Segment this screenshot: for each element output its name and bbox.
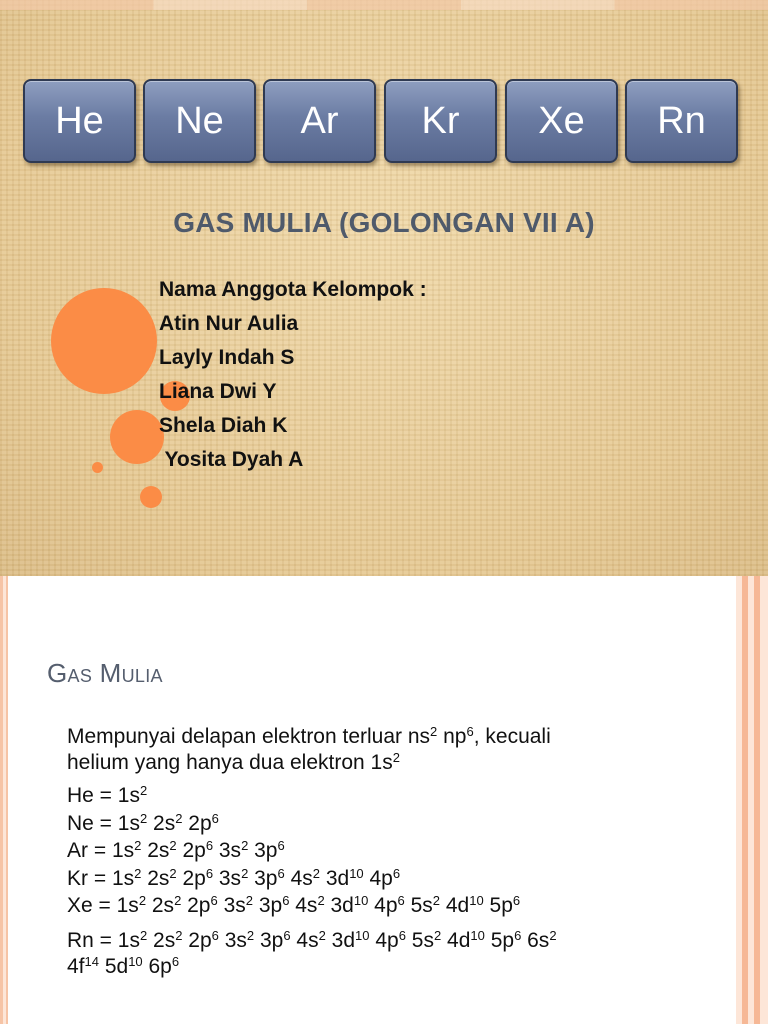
superscript: 6: [398, 927, 406, 943]
orbital: 1s: [117, 928, 140, 952]
superscript: 6: [514, 927, 522, 943]
superscript: 6: [205, 838, 214, 853]
orbital: 4f: [67, 954, 85, 978]
member-item: Yosita Dyah A: [159, 448, 304, 471]
superscript: 6: [466, 724, 474, 739]
superscript: 2: [430, 724, 438, 739]
superscript: 14: [84, 953, 99, 969]
member-heading: Nama Anggota Kelompok :: [159, 278, 427, 301]
config-label: Kr =: [67, 866, 112, 890]
orbital: 3s: [218, 928, 247, 952]
superscript: 2: [175, 810, 183, 826]
superscript: 6: [282, 893, 290, 908]
superscript: 2: [433, 927, 442, 943]
tile-he: He: [23, 79, 136, 163]
superscript: 10: [353, 893, 369, 908]
superscript: 10: [469, 893, 484, 908]
orbital: 2s: [147, 928, 176, 952]
orbital: 2p: [182, 928, 212, 952]
superscript: 6: [277, 838, 285, 853]
orbital: 1s: [116, 894, 139, 917]
config-label: Ar =: [67, 839, 112, 862]
decorative-stripe: [0, 0, 768, 10]
member-item: Shela Diah K: [159, 414, 288, 437]
superscript: 2: [432, 893, 441, 908]
config-line: [67, 810, 727, 838]
orbital: 3s: [213, 866, 242, 890]
superscript: 2: [241, 838, 249, 853]
superscript: 10: [355, 927, 370, 943]
superscript: 2: [139, 810, 148, 826]
orbital: 5s: [404, 894, 433, 917]
member-list: [159, 273, 427, 477]
member-item: Layly Indah S: [159, 346, 295, 369]
superscript: 6: [512, 893, 521, 908]
orange-circle-tiny: [92, 462, 103, 473]
config-label: Rn =: [67, 928, 118, 952]
intro-line-1: [67, 724, 727, 750]
orbital: 5s: [405, 928, 434, 952]
orbital: 5d: [98, 954, 129, 978]
orbital: 1s: [111, 866, 135, 890]
orbital: 3p: [248, 839, 278, 862]
orbital: 1s: [117, 784, 140, 807]
orbital: 3s: [213, 839, 242, 862]
config-line-rn: [67, 928, 727, 954]
superscript: 2: [169, 865, 177, 881]
superscript: 6: [205, 865, 214, 881]
tile-rn: Rn: [625, 79, 738, 163]
config-line: [67, 837, 727, 865]
left-decorative-stripe: [0, 576, 10, 1024]
intro-text: Mempunyai delapan elektron terluar ns: [67, 725, 431, 748]
superscript: 2: [138, 893, 147, 908]
body-text: [67, 724, 727, 980]
tile-xe: Xe: [505, 79, 618, 163]
superscript: 10: [470, 927, 485, 943]
superscript: 6: [211, 927, 219, 943]
orbital: 3d: [324, 894, 354, 917]
superscript: 2: [175, 927, 183, 943]
orbital: 4s: [289, 894, 318, 917]
config-label: Xe =: [67, 894, 117, 917]
orbital: 2p: [182, 811, 212, 835]
superscript: 6: [171, 953, 180, 969]
superscript: 2: [169, 838, 177, 853]
intro-text: np: [437, 725, 467, 748]
orbital: 4s: [284, 866, 313, 890]
orbital: 6s: [521, 928, 550, 952]
config-label: Ne =: [67, 811, 118, 835]
orbital: 2p: [176, 866, 206, 890]
orbital: 3p: [254, 928, 284, 952]
orbital: 3d: [325, 928, 356, 952]
superscript: 2: [318, 927, 326, 943]
member-item: Atin Nur Aulia: [159, 312, 299, 335]
superscript: 6: [210, 893, 218, 908]
orange-circle-medium: [110, 410, 164, 464]
orbital: 4s: [290, 928, 319, 952]
tile-kr: Kr: [384, 79, 497, 163]
right-decorative-stripe: [736, 576, 768, 1024]
orange-circle-large: [51, 288, 157, 394]
config-line-rn-continued: [67, 954, 727, 980]
tile-ar: Ar: [263, 79, 376, 163]
orbital: 6p: [142, 954, 172, 978]
member-item: Liana Dwi Y: [159, 380, 277, 403]
tile-ne: Ne: [143, 79, 256, 163]
slide-title: GAS MULIA (GOLONGAN VII A): [173, 207, 595, 238]
section-heading: Gas Mulia: [47, 658, 163, 688]
element-tiles: [23, 79, 739, 163]
superscript: 2: [312, 865, 320, 881]
orbital: 3p: [248, 866, 278, 890]
orbital: 4d: [441, 928, 471, 952]
orbital: 2s: [141, 839, 170, 862]
superscript: 10: [349, 865, 364, 881]
intro-line-2: [67, 750, 727, 776]
orbital: 4d: [440, 894, 470, 917]
superscript: 2: [241, 865, 249, 881]
superscript: 6: [277, 865, 285, 881]
superscript: 2: [246, 927, 255, 943]
superscript: 2: [134, 838, 142, 853]
superscript: 2: [174, 893, 182, 908]
orbital: 4p: [368, 894, 398, 917]
electron-configurations: [67, 782, 727, 920]
superscript: 6: [392, 865, 401, 881]
superscript: 2: [392, 750, 400, 765]
orbital: 4p: [369, 928, 399, 952]
orbital: 2s: [141, 866, 170, 890]
superscript: 2: [549, 927, 557, 943]
orbital: 3d: [319, 866, 350, 890]
intro-text: , kecuali: [473, 725, 551, 748]
superscript: 2: [134, 865, 142, 881]
superscript: 2: [139, 783, 148, 798]
content-slide: [0, 576, 768, 1024]
orbital: 5p: [484, 928, 515, 952]
orbital: 3s: [217, 894, 246, 917]
config-line: [67, 865, 727, 893]
orbital: 2s: [146, 894, 175, 917]
orbital: 2p: [181, 894, 211, 917]
orbital: 4p: [363, 866, 393, 890]
orange-circle-small: [140, 486, 162, 508]
config-label: He =: [67, 784, 118, 807]
config-line: [67, 782, 727, 810]
superscript: 6: [211, 810, 219, 826]
superscript: 6: [283, 927, 291, 943]
superscript: 10: [128, 953, 143, 969]
superscript: 2: [317, 893, 325, 908]
superscript: 6: [397, 893, 405, 908]
orbital: 3p: [252, 894, 283, 917]
orbital: 2p: [176, 839, 206, 862]
orbital: 1s: [111, 839, 135, 862]
config-line: [67, 892, 727, 920]
orbital: 5p: [483, 894, 513, 917]
orbital: 1s: [117, 811, 140, 835]
superscript: 2: [139, 927, 148, 943]
superscript: 2: [245, 893, 253, 908]
orbital: 2s: [147, 811, 176, 835]
intro-text: helium yang hanya dua elektron 1s: [67, 751, 393, 774]
